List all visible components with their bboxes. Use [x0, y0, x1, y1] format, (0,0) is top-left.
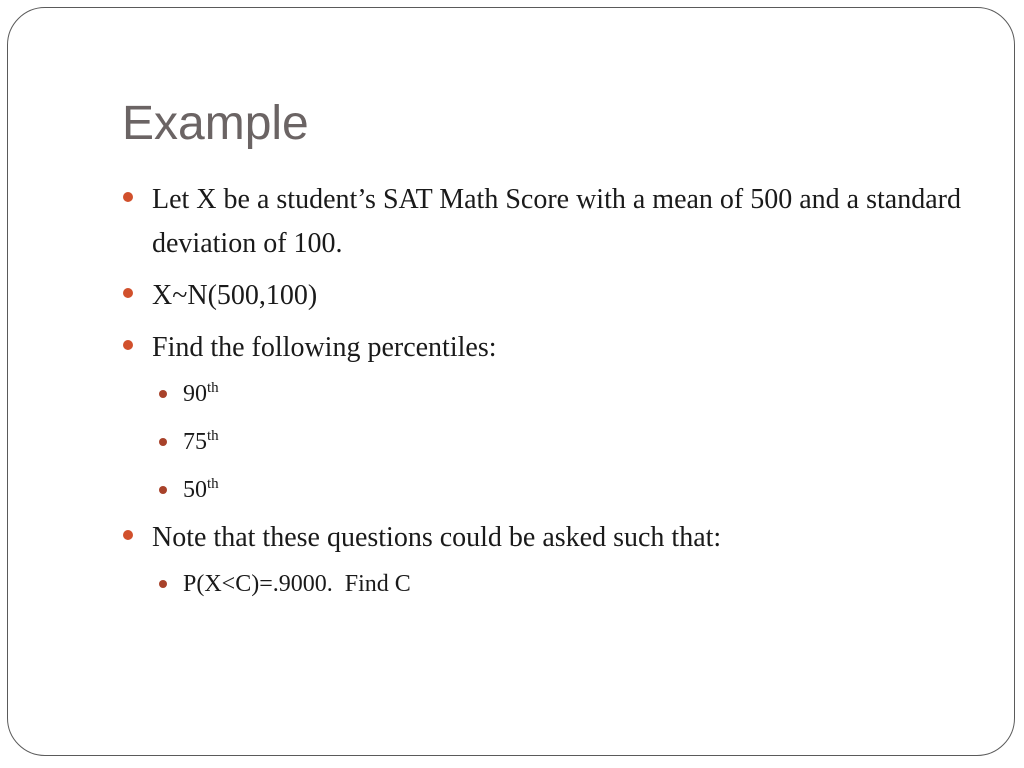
bullet-text: Note that these questions could be asked such that:: [152, 522, 722, 553]
sub-bullet-percentile-50: [159, 466, 982, 514]
bullet-text: X~N(500,100): [152, 280, 318, 311]
slide-content: [122, 178, 982, 608]
percentile-number: 90: [183, 381, 207, 407]
bullet-item-note: [122, 516, 982, 560]
sub-bullet-percentile-90: [159, 370, 982, 418]
bullet-item-find-percentiles: [122, 326, 982, 370]
sub-bullet-percentile-75: [159, 418, 982, 466]
slide-frame: [7, 7, 1015, 756]
percentile-suffix: th: [207, 380, 219, 396]
bullet-text: Find the following percentiles:: [152, 332, 497, 363]
percentile-suffix: th: [207, 428, 219, 444]
sub-bullet-dot-icon: [159, 438, 167, 446]
sub-bullet-dot-icon: [159, 580, 167, 588]
bullet-dot-icon: [123, 288, 133, 298]
slide-title: Example: [122, 97, 309, 150]
bullet-dot-icon: [123, 340, 133, 350]
bullet-item-definition: [122, 178, 982, 266]
sub-bullet-probability: [159, 560, 982, 608]
bullet-text: Let X be a student’s SAT Math Score with a mean of 500 and a standard deviation of 100.: [152, 184, 961, 259]
bullet-item-distribution: [122, 274, 982, 318]
sub-bullet-dot-icon: [159, 390, 167, 398]
percentile-suffix: th: [207, 476, 219, 492]
sub-bullet-dot-icon: [159, 486, 167, 494]
probability-text: P(X<C)=.9000. Find C: [183, 571, 411, 597]
percentile-number: 75: [183, 429, 207, 455]
bullet-dot-icon: [123, 530, 133, 540]
bullet-dot-icon: [123, 192, 133, 202]
percentile-number: 50: [183, 477, 207, 503]
